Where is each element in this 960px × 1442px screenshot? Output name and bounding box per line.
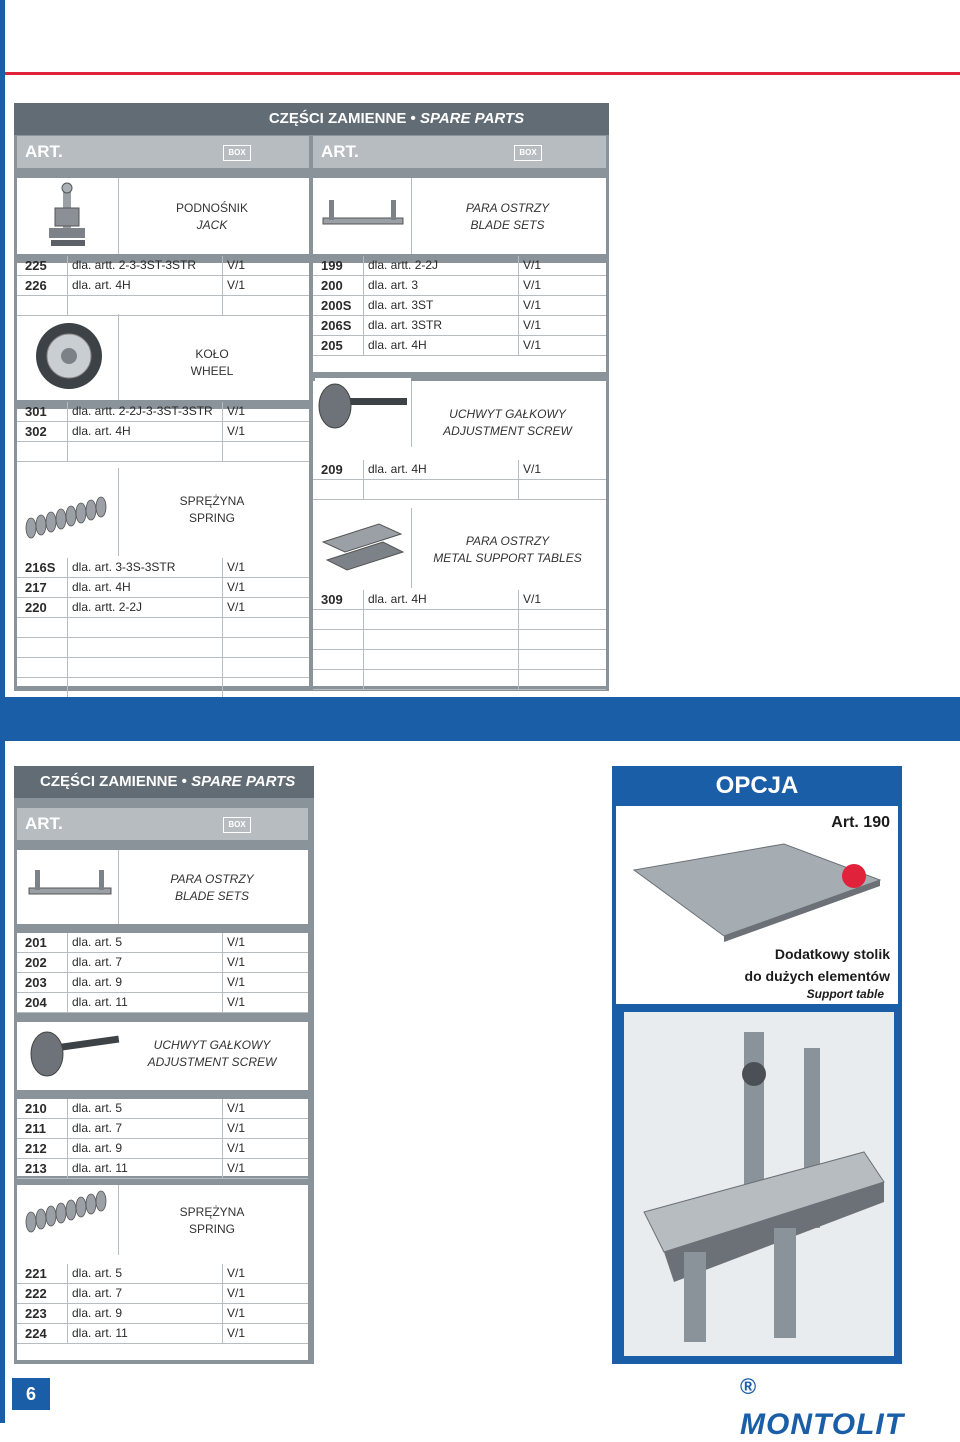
table-row bbox=[17, 933, 308, 953]
model-compatibility: dla. art. 5 bbox=[72, 1101, 123, 1115]
blade-en: BLADE SETS bbox=[174, 889, 250, 903]
art-code: 226 bbox=[25, 278, 47, 293]
cell-divider bbox=[363, 590, 364, 610]
pack-unit: V/1 bbox=[227, 1161, 246, 1175]
image-divider bbox=[118, 314, 119, 400]
pack-unit: V/1 bbox=[523, 318, 542, 332]
cell-divider bbox=[222, 558, 223, 578]
bottom-table-header: CZĘŚCI ZAMIENNE • SPARE PARTS bbox=[14, 766, 314, 798]
option-table-box bbox=[616, 806, 898, 1004]
model-compatibility: dla. art. 11 bbox=[72, 1326, 128, 1340]
art-code: 302 bbox=[25, 424, 47, 439]
table-row bbox=[17, 1324, 308, 1344]
wheel-en: WHEEL bbox=[190, 364, 234, 378]
screw-pl: UCHWYT GAŁKOWY bbox=[449, 407, 566, 421]
model-compatibility: dla. art. 7 bbox=[72, 1121, 123, 1135]
art-label: ART. bbox=[321, 142, 359, 161]
table-row bbox=[17, 1304, 308, 1324]
cell-divider bbox=[363, 610, 364, 630]
cell-divider bbox=[222, 1119, 223, 1139]
cell-divider bbox=[222, 973, 223, 993]
cell-divider bbox=[222, 442, 223, 462]
cell-divider bbox=[67, 953, 68, 973]
art-code: 203 bbox=[25, 975, 47, 990]
cell-divider bbox=[518, 296, 519, 316]
page-number bbox=[12, 1378, 50, 1410]
table-row bbox=[313, 336, 606, 356]
empty-table-row bbox=[313, 630, 606, 650]
box-icon: BOX bbox=[223, 817, 251, 833]
registered-mark: ® bbox=[740, 1374, 758, 1399]
bottom-title-pl: CZĘŚCI ZAMIENNE bbox=[40, 773, 178, 790]
table-row bbox=[17, 578, 309, 598]
art-code: 217 bbox=[25, 580, 47, 595]
bottom-grid bbox=[17, 850, 308, 1360]
art-code: 200 bbox=[321, 278, 343, 293]
cell-divider bbox=[518, 670, 519, 690]
cell-divider bbox=[67, 1324, 68, 1344]
cell-divider bbox=[67, 678, 68, 698]
pack-unit: V/1 bbox=[227, 995, 246, 1009]
jack-en: JACK bbox=[196, 218, 228, 232]
cell-divider bbox=[67, 422, 68, 442]
top-title-pl: CZĘŚCI ZAMIENNE bbox=[268, 110, 407, 127]
cell-divider bbox=[222, 638, 223, 658]
table-row bbox=[17, 973, 308, 993]
cell-divider bbox=[67, 578, 68, 598]
cell-divider bbox=[222, 422, 223, 442]
cell-divider bbox=[67, 276, 68, 296]
image-divider bbox=[118, 850, 119, 924]
art-code: 216S bbox=[25, 560, 56, 575]
bottom-screw-caption bbox=[132, 1037, 292, 1071]
top-red-rule bbox=[5, 72, 960, 75]
empty-table-row bbox=[313, 610, 606, 630]
table-row bbox=[17, 558, 309, 578]
table-row bbox=[17, 993, 308, 1013]
table-row bbox=[313, 316, 606, 336]
cell-divider bbox=[222, 598, 223, 618]
model-compatibility: dla. artt. 2-2J bbox=[72, 600, 143, 614]
support-table-image bbox=[624, 836, 884, 946]
table-row bbox=[313, 590, 606, 610]
art-code: 220 bbox=[25, 600, 47, 615]
box-icon: BOX bbox=[514, 145, 542, 161]
top-right-grid bbox=[313, 178, 606, 686]
pack-unit: V/1 bbox=[523, 338, 542, 352]
spring-pl: SPRĘŻYNA bbox=[179, 1205, 245, 1219]
cell-divider bbox=[222, 578, 223, 598]
cell-divider bbox=[67, 1284, 68, 1304]
wheel-caption bbox=[132, 346, 292, 380]
blade-caption bbox=[425, 200, 590, 234]
cell-divider bbox=[518, 460, 519, 480]
adjustment-screw-image bbox=[27, 1022, 123, 1084]
spring-caption bbox=[132, 493, 292, 527]
pack-unit: V/1 bbox=[227, 1306, 246, 1320]
cell-divider bbox=[67, 658, 68, 678]
blade-en: BLADE SETS bbox=[470, 218, 545, 232]
model-compatibility: dla. art. 3STR bbox=[368, 318, 443, 332]
spring-pl: SPRĘŻYNA bbox=[179, 494, 245, 508]
cell-divider bbox=[363, 256, 364, 276]
art-code: 199 bbox=[321, 258, 343, 273]
pack-unit: V/1 bbox=[227, 560, 246, 574]
cell-divider bbox=[363, 336, 364, 356]
art-code: 223 bbox=[25, 1306, 47, 1321]
cell-divider bbox=[518, 316, 519, 336]
table-row bbox=[17, 1139, 308, 1159]
cell-divider bbox=[222, 658, 223, 678]
pack-unit: V/1 bbox=[227, 1121, 246, 1135]
art-label: ART. bbox=[25, 142, 63, 161]
cell-divider bbox=[518, 480, 519, 500]
art-code: 201 bbox=[25, 935, 47, 950]
cell-divider bbox=[222, 618, 223, 638]
blade-set-image bbox=[319, 192, 407, 232]
cell-divider bbox=[67, 618, 68, 638]
spring-en: SPRING bbox=[188, 1222, 235, 1236]
row-separator bbox=[17, 1013, 308, 1022]
cell-divider bbox=[67, 256, 68, 276]
model-compatibility: dla. art. 11 bbox=[72, 995, 128, 1009]
art-code: 209 bbox=[321, 462, 343, 477]
blade-set-image bbox=[25, 862, 115, 902]
image-divider bbox=[411, 381, 412, 447]
bottom-column-header bbox=[17, 808, 308, 840]
cell-divider bbox=[363, 296, 364, 316]
pack-unit: V/1 bbox=[227, 1286, 246, 1300]
model-compatibility: dla. art. 7 bbox=[72, 955, 123, 969]
pack-unit: V/1 bbox=[227, 258, 246, 272]
tables-en: METAL SUPPORT TABLES bbox=[433, 551, 582, 565]
cell-divider bbox=[222, 296, 223, 316]
pack-unit: V/1 bbox=[227, 1326, 246, 1340]
model-compatibility: dla. artt. 2-2J-3-3ST-3STR bbox=[72, 404, 213, 418]
jack-pl: PODNOŚNIK bbox=[175, 201, 248, 215]
cell-divider bbox=[67, 1099, 68, 1119]
art-code: 202 bbox=[25, 955, 47, 970]
cell-divider bbox=[222, 1284, 223, 1304]
art-label: ART. bbox=[25, 814, 63, 833]
cell-divider bbox=[363, 276, 364, 296]
wheel-pl: KOŁO bbox=[195, 347, 229, 361]
jack-image bbox=[25, 180, 115, 252]
bottom-parts-table bbox=[14, 766, 314, 1364]
image-divider bbox=[118, 1185, 119, 1255]
art-code: 221 bbox=[25, 1266, 47, 1281]
cell-divider bbox=[67, 442, 68, 462]
cell-divider bbox=[518, 630, 519, 650]
pack-unit: V/1 bbox=[227, 1101, 246, 1115]
art-code: 309 bbox=[321, 592, 343, 607]
screw-en: ADJUSTMENT SCREW bbox=[443, 424, 572, 438]
cell-divider bbox=[222, 933, 223, 953]
bottom-spring-caption bbox=[132, 1204, 292, 1238]
art-code: 204 bbox=[25, 995, 47, 1010]
model-compatibility: dla. art. 11 bbox=[72, 1161, 128, 1175]
brand-name: MONTOLIT bbox=[740, 1408, 905, 1441]
cell-divider bbox=[518, 276, 519, 296]
pack-unit: V/1 bbox=[227, 975, 246, 989]
option-panel bbox=[612, 766, 902, 1364]
screw-caption bbox=[425, 406, 590, 440]
cell-divider bbox=[67, 296, 68, 316]
cell-divider bbox=[67, 558, 68, 578]
table-row bbox=[17, 276, 309, 296]
bottom-blade-caption bbox=[132, 871, 292, 905]
cell-divider bbox=[363, 630, 364, 650]
pack-unit: V/1 bbox=[523, 258, 542, 272]
screw-en: ADJUSTMENT SCREW bbox=[147, 1055, 277, 1069]
table-row bbox=[17, 1159, 308, 1179]
cell-divider bbox=[67, 1304, 68, 1324]
row-separator bbox=[17, 1090, 308, 1099]
option-header bbox=[612, 766, 902, 806]
cell-divider bbox=[222, 256, 223, 276]
table-row bbox=[17, 953, 308, 973]
machine-photo bbox=[624, 1012, 894, 1356]
pack-unit: V/1 bbox=[523, 592, 542, 606]
top-parts-table bbox=[14, 103, 609, 691]
image-divider bbox=[118, 178, 119, 254]
table-row bbox=[17, 598, 309, 618]
cell-divider bbox=[518, 336, 519, 356]
top-title-en: SPARE PARTS bbox=[419, 110, 525, 127]
pack-unit: V/1 bbox=[227, 278, 246, 292]
model-compatibility: dla. art. 4H bbox=[72, 580, 131, 594]
option-art: Art. 190 bbox=[831, 814, 890, 831]
model-compatibility: dla. art. 3 bbox=[368, 278, 419, 292]
art-code: 212 bbox=[25, 1141, 47, 1156]
top-left-grid bbox=[17, 178, 309, 686]
model-compatibility: dla. art. 4H bbox=[368, 462, 427, 476]
art-code: 211 bbox=[25, 1121, 46, 1136]
model-compatibility: dla. art. 5 bbox=[72, 935, 123, 949]
model-compatibility: dla. artt. 2-2J bbox=[368, 258, 439, 272]
model-compatibility: dla. art. 3ST bbox=[368, 298, 434, 312]
cell-divider bbox=[222, 678, 223, 698]
empty-table-row bbox=[313, 650, 606, 670]
blade-pl: PARA OSTRZY bbox=[465, 201, 550, 215]
cell-divider bbox=[67, 638, 68, 658]
model-compatibility: dla. art. 7 bbox=[72, 1286, 123, 1300]
model-compatibility: dla. art. 4H bbox=[72, 424, 131, 438]
cell-divider bbox=[363, 650, 364, 670]
model-compatibility: dla. art. 9 bbox=[72, 1306, 123, 1320]
row-separator bbox=[17, 924, 308, 933]
image-divider bbox=[411, 508, 412, 588]
model-compatibility: dla. art. 9 bbox=[72, 975, 123, 989]
cell-divider bbox=[363, 480, 364, 500]
empty-table-row bbox=[17, 638, 309, 658]
cell-divider bbox=[518, 256, 519, 276]
cell-divider bbox=[222, 1304, 223, 1324]
art-code: 200S bbox=[321, 298, 352, 313]
empty-table-row bbox=[17, 678, 309, 698]
option-line-3: Support table bbox=[806, 987, 884, 1001]
cell-divider bbox=[67, 1159, 68, 1179]
art-code: 301 bbox=[25, 404, 47, 419]
image-divider bbox=[118, 468, 119, 556]
option-line-2: do dużych elementów bbox=[744, 968, 890, 984]
cell-divider bbox=[222, 1099, 223, 1119]
pack-unit: V/1 bbox=[227, 935, 246, 949]
table-row bbox=[313, 256, 606, 276]
empty-table-row bbox=[17, 296, 309, 316]
cell-divider bbox=[363, 460, 364, 480]
spring-image bbox=[21, 494, 117, 542]
model-compatibility: dla. art. 3-3S-3STR bbox=[72, 560, 176, 574]
table-row bbox=[17, 1099, 308, 1119]
cell-divider bbox=[363, 316, 364, 336]
model-compatibility: dla. art. 4H bbox=[368, 592, 427, 606]
cell-divider bbox=[222, 402, 223, 422]
blade-pl: PARA OSTRZY bbox=[170, 872, 254, 886]
cell-divider bbox=[518, 590, 519, 610]
art-code: 225 bbox=[25, 258, 47, 273]
model-compatibility: dla. art. 9 bbox=[72, 1141, 123, 1155]
cell-divider bbox=[67, 933, 68, 953]
screw-pl: UCHWYT GAŁKOWY bbox=[153, 1038, 271, 1052]
spring-en: SPRING bbox=[188, 511, 235, 525]
cell-divider bbox=[67, 1264, 68, 1284]
cell-divider bbox=[67, 993, 68, 1013]
box-icon: BOX bbox=[223, 145, 251, 161]
pack-unit: V/1 bbox=[227, 424, 246, 438]
cell-divider bbox=[67, 598, 68, 618]
empty-table-row bbox=[313, 480, 606, 500]
cell-divider bbox=[222, 1264, 223, 1284]
art-code: 205 bbox=[321, 338, 343, 353]
section-divider-band bbox=[0, 697, 960, 741]
pack-unit: V/1 bbox=[523, 462, 542, 476]
tables-caption bbox=[425, 533, 590, 567]
cell-divider bbox=[222, 993, 223, 1013]
art-code: 210 bbox=[25, 1101, 47, 1116]
art-code: 206S bbox=[321, 318, 352, 333]
table-row bbox=[313, 296, 606, 316]
empty-table-row bbox=[313, 670, 606, 690]
cell-divider bbox=[518, 610, 519, 630]
cell-divider bbox=[67, 1139, 68, 1159]
pack-unit: V/1 bbox=[523, 278, 542, 292]
top-table-header: CZĘŚCI ZAMIENNE • SPARE PARTS bbox=[14, 103, 609, 135]
cell-divider bbox=[67, 973, 68, 993]
model-compatibility: dla. art. 4H bbox=[72, 278, 131, 292]
cell-divider bbox=[222, 953, 223, 973]
pack-unit: V/1 bbox=[227, 1141, 246, 1155]
tables-pl: PARA OSTRZY bbox=[465, 534, 550, 548]
cell-divider bbox=[222, 1324, 223, 1344]
pack-unit: V/1 bbox=[523, 298, 542, 312]
table-row bbox=[17, 1284, 308, 1304]
model-compatibility: dla. art. 5 bbox=[72, 1266, 123, 1280]
top-left-column-header bbox=[17, 136, 309, 168]
option-title: OPCJA bbox=[715, 772, 799, 799]
option-line-1: Dodatkowy stolik bbox=[774, 946, 890, 962]
pack-unit: V/1 bbox=[227, 580, 246, 594]
pack-unit: V/1 bbox=[227, 1266, 246, 1280]
brand-logo bbox=[740, 1374, 910, 1441]
cell-divider bbox=[67, 402, 68, 422]
bottom-title-en: SPARE PARTS bbox=[191, 773, 296, 790]
pack-unit: V/1 bbox=[227, 404, 246, 418]
table-row bbox=[313, 460, 606, 480]
model-compatibility: dla. art. 4H bbox=[368, 338, 427, 352]
model-compatibility: dla. artt. 2-3-3ST-3STR bbox=[72, 258, 197, 272]
wheel-image bbox=[31, 318, 111, 394]
jack-caption bbox=[132, 200, 292, 234]
art-code: 224 bbox=[25, 1326, 47, 1341]
table-row bbox=[17, 402, 309, 422]
pack-unit: V/1 bbox=[227, 955, 246, 969]
empty-table-row bbox=[17, 658, 309, 678]
empty-table-row bbox=[17, 618, 309, 638]
table-row bbox=[17, 256, 309, 276]
table-row bbox=[17, 1264, 308, 1284]
table-row bbox=[17, 1119, 308, 1139]
art-code: 213 bbox=[25, 1161, 47, 1176]
image-divider bbox=[411, 178, 412, 254]
page-number-value: 6 bbox=[25, 1384, 36, 1404]
adjustment-screw-image bbox=[315, 378, 411, 438]
empty-table-row bbox=[17, 442, 309, 462]
cell-divider bbox=[222, 276, 223, 296]
table-row bbox=[17, 422, 309, 442]
top-right-column-header bbox=[313, 136, 606, 168]
art-code: 222 bbox=[25, 1286, 47, 1301]
cell-divider bbox=[67, 1119, 68, 1139]
table-row bbox=[313, 276, 606, 296]
spring-image bbox=[21, 1190, 117, 1236]
cell-divider bbox=[222, 1139, 223, 1159]
support-tables-image bbox=[317, 512, 409, 580]
pack-unit: V/1 bbox=[227, 600, 246, 614]
cell-divider bbox=[518, 650, 519, 670]
cell-divider bbox=[363, 670, 364, 690]
cell-divider bbox=[222, 1159, 223, 1179]
